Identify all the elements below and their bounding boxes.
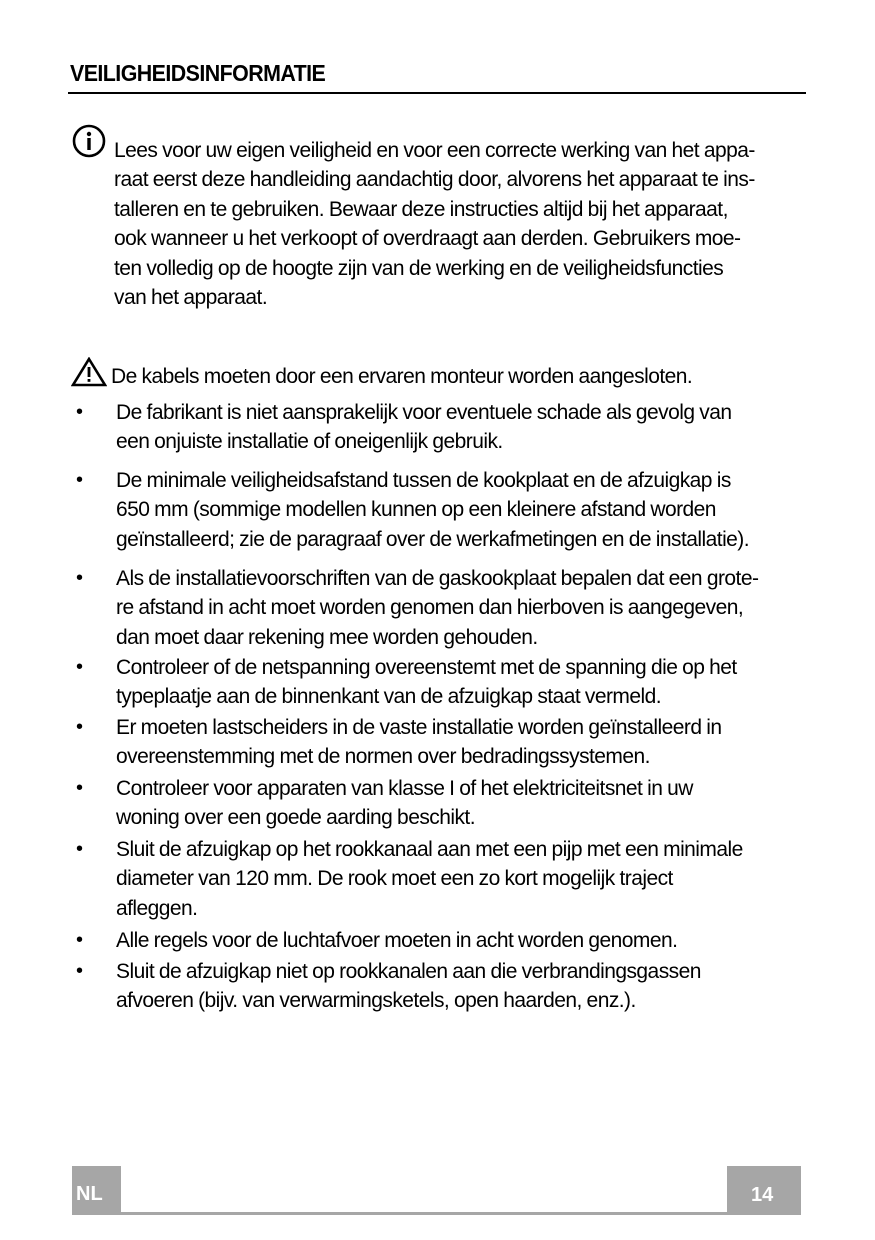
title-underline [68,92,806,94]
bullet-marker: • [76,567,84,589]
list-item: Controleer of de netspanning overeenstemt met de spanning die op het typeplaatje aan de binnenkant van de afzuigkap staat vermeld. [116,656,737,709]
cable-warning-text: De kabels moeten door een ervaren monteur worden aangesloten. [111,365,693,388]
list-item: De minimale veiligheidsafstand tussen de kookplaat en de afzuigkap is 650 mm (sommige modellen kunnen op een kleinere afstand worden geïnstalleerd; zie de paragraaf over de werkafmetingen en de installatie). [116,469,750,551]
language-label: NL [76,1183,103,1205]
bullet-marker: • [76,960,84,982]
bullet-marker: • [76,401,84,423]
list-item: Controleer voor apparaten van klasse I of het elektriciteitsnet in uw woning over een goede aarding beschikt. [116,777,693,830]
list-item: Sluit de afzuigkap op het rookkanaal aan met een pijp met een minimale diameter van 120 mm. De rook moet een zo kort mogelijk traject afleggen. [116,838,743,920]
info-circle-icon [72,124,106,158]
bullet-marker: • [76,716,84,738]
list-item: Sluit de afzuigkap niet op rookkanalen aan die verbrandingsgassen afvoeren (bijv. van verwarmingsketels, open haarden, enz.). [116,960,701,1013]
list-item: Als de installatievoorschriften van de gaskookplaat bepalen dat een grote- re afstand in acht moet worden genomen dan hierboven is aangegeven, dan moet daar rekening mee worden gehouden. [116,567,759,649]
list-item: De fabrikant is niet aansprakelijk voor eventuele schade als gevolg van een onjuiste installatie of oneigenlijk gebruik. [116,401,732,454]
bullet-marker: • [76,777,84,799]
bullet-marker: • [76,838,84,860]
bullet-marker: • [76,469,84,491]
bullet-marker: • [76,656,84,678]
page-title: VEILIGHEIDSINFORMATIE [70,60,326,86]
page-number: 14 [751,1184,774,1206]
page-number-badge [727,1166,801,1215]
safety-intro-paragraph: Lees voor uw eigen veiligheid en voor een correcte werking van het appa- raat eerst deze handleiding aandachtig door, alvorens het apparaat te ins- talleren en te gebruiken. Bewaar deze instructies altijd bij het apparaat, ook wanneer u het verkoopt of overdraagt aan derden. Gebruikers moe- ten volledig op de hoogte zijn van de werking en de veiligheidsfuncties van het apparaat. [114,139,755,310]
footer-rule [72,1212,801,1215]
warning-triangle-icon [71,357,107,387]
list-item: Er moeten lastscheiders in de vaste installatie worden geïnstalleerd in overeenstemming met de normen over bedradingssystemen. [116,716,722,769]
language-badge [72,1166,121,1215]
list-item: Alle regels voor de luchtafvoer moeten in acht worden genomen. [116,929,678,952]
bullet-marker: • [76,929,84,951]
